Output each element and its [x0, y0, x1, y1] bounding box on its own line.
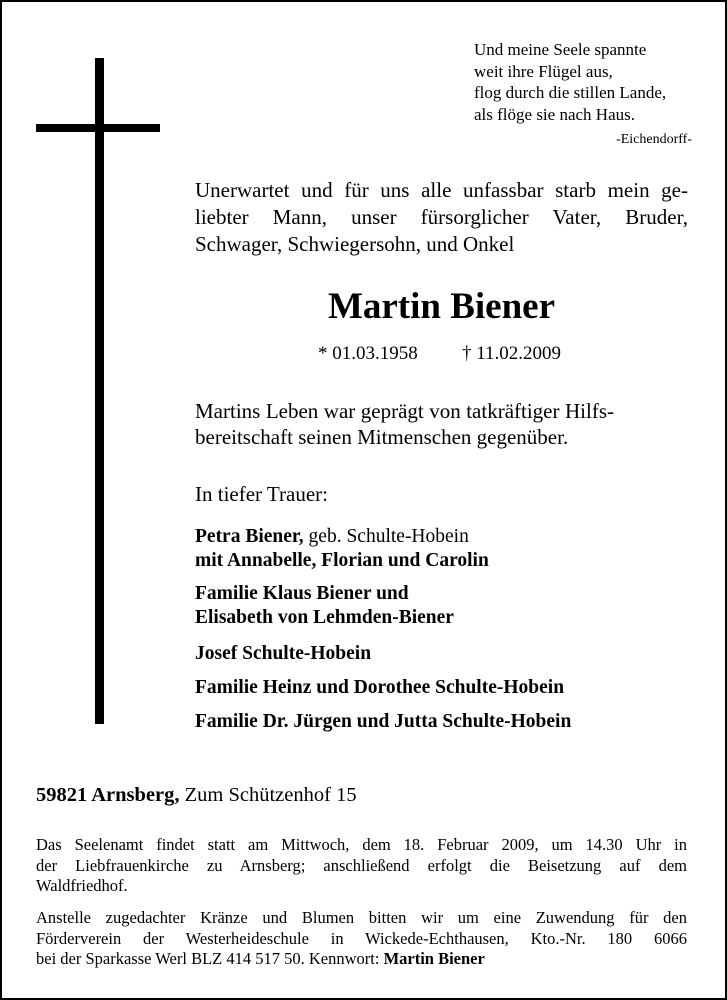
donation-notice-line — [36, 949, 687, 970]
service-notice-line: der Liebfrauenkirche zu Arnsberg; anschließend erfolgt die Beisetzung auf dem — [36, 855, 687, 875]
donation-notice-line: Förderverein der Westerheideschule in Wickede-Echthausen, Kto.-Nr. 180 6066 — [36, 928, 687, 948]
donation-keyword: Martin Biener — [383, 949, 485, 968]
service-notice-line: Waldfriedhof. — [36, 876, 128, 895]
intro-line: Unerwartet und für uns alle unfassbar starb mein ge- — [195, 178, 688, 202]
mourner-maiden-name: geb. Schulte-Hobein — [303, 526, 469, 547]
intro-line: Schwager, Schwiegersohn, und Onkel — [195, 232, 515, 256]
poem-line: Und meine Seele spannte — [474, 40, 647, 59]
donation-notice — [36, 908, 687, 970]
mourner-elisabeth: Elisabeth von Lehmden-Biener — [195, 607, 454, 628]
death-date: † 11.02.2009 — [462, 343, 562, 364]
poem-line: als flöge sie nach Haus. — [474, 104, 635, 124]
cross-icon-crossbar — [36, 124, 160, 132]
cross-icon — [95, 58, 104, 724]
mourner-klaus: Familie Klaus Biener und — [195, 583, 409, 604]
intro-line: liebter Mann, unser fürsorglicher Vater, Bruder, — [195, 205, 688, 229]
donation-notice-line: Anstelle zugedachter Kränze und Blumen bitten wir um eine Zuwendung für den — [36, 908, 687, 927]
mourner-josef: Josef Schulte-Hobein — [195, 643, 372, 664]
service-notice-line: Das Seelenamt findet statt am Mittwoch, dem 18. Februar 2009, um 14.30 Uhr in — [36, 835, 687, 854]
address — [36, 784, 357, 807]
poem-author: -Eichendorff- — [616, 132, 692, 147]
mourner-petra — [195, 525, 469, 549]
birth-date: * 01.03.1958 — [318, 343, 418, 364]
mourning-label: In tiefer Trauer: — [195, 482, 328, 506]
mourner-juergen: Familie Dr. Jürgen und Jutta Schulte-Hobein — [195, 711, 572, 732]
intro-text — [195, 177, 688, 258]
deceased-name: Martin Biener — [327, 286, 556, 327]
address-city: 59821 Arnsberg, — [36, 784, 180, 806]
mourner-heinz: Familie Heinz und Dorothee Schulte-Hobein — [195, 677, 565, 698]
poem-line: flog durch die stillen Lande, — [474, 83, 667, 102]
mourner-children: mit Annabelle, Florian und Carolin — [195, 550, 489, 571]
statement-line: bereitschaft seinen Mitmenschen gegenüber. — [195, 425, 569, 449]
statement-line: Martins Leben war geprägt von tatkräftiger Hilfs- — [195, 399, 614, 423]
poem — [474, 39, 714, 125]
service-notice — [36, 835, 687, 897]
address-street: Zum Schützenhof 15 — [179, 784, 357, 806]
donation-bank-details: bei der Sparkasse Werl BLZ 414 517 50. Kennwort: — [36, 949, 384, 968]
poem-line: weit ihre Flügel aus, — [474, 61, 613, 81]
statement-text — [195, 398, 614, 450]
mourner-name: Petra Biener, — [195, 526, 304, 547]
